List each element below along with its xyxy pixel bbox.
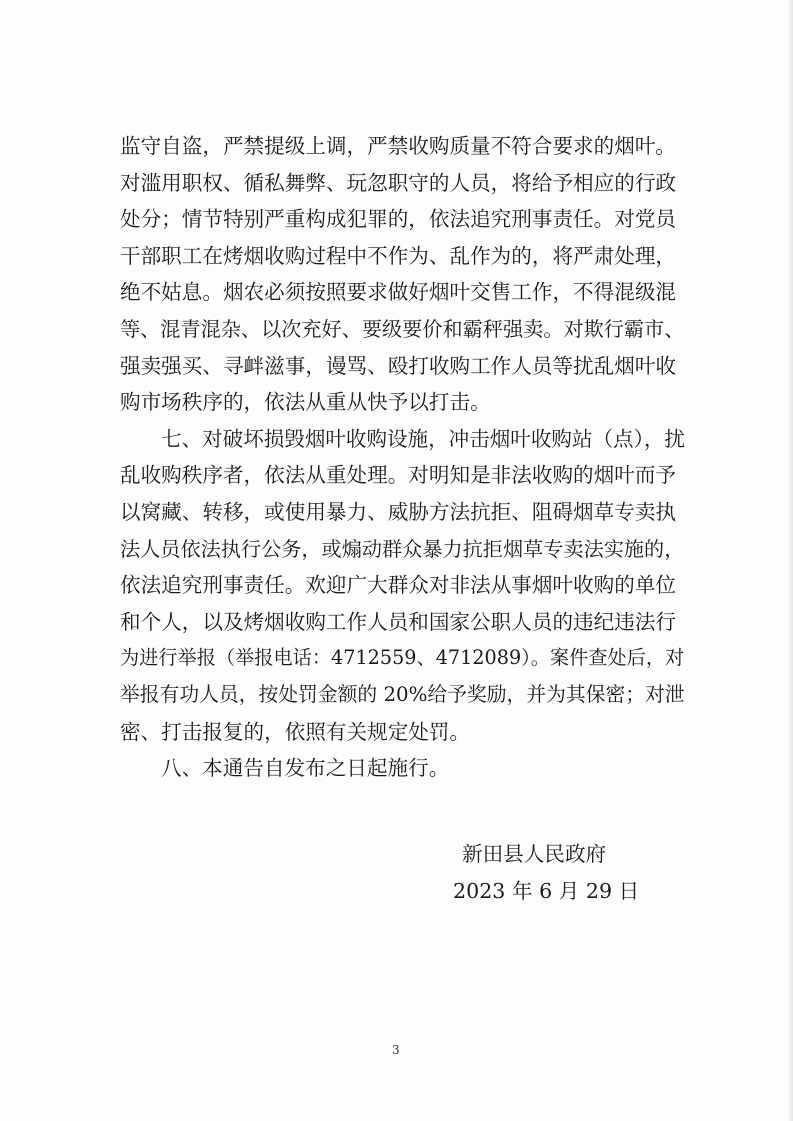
paragraph-7-first-line: 七、对破坏损毁烟叶收购设施，冲击烟叶收购站（点），扰 [161, 426, 685, 451]
text-line: 法人员依法执行公务，或煽动群众暴力抗拒烟草专卖法实施的， [120, 536, 685, 561]
text-line: 购市场秩序的，依法从重从快予以打击。 [120, 390, 491, 415]
text-line: 和个人，以及烤烟收购工作人员和国家公职人员的违纪违法行 [120, 609, 677, 634]
text-line: 以窝藏、转移，或使用暴力、威胁方法抗拒、阻碍烟草专卖执 [120, 499, 677, 524]
scan-edge-shadow [789, 0, 793, 1121]
text-line: 对滥用职权、循私舞弊、玩忽职守的人员，将给予相应的行政 [120, 170, 677, 195]
issuer-signature: 新田县人民政府 [462, 842, 607, 866]
text-line: 干部职工在烤烟收购过程中不作为、乱作为的，将严肃处理， [120, 243, 677, 268]
text-line: 绝不姑息。烟农必须按照要求做好烟叶交售工作，不得混级混 [120, 280, 677, 305]
text-line: 依法追究刑事责任。欢迎广大群众对非法从事烟叶收购的单位 [120, 573, 677, 598]
text-line: 举报有功人员，按处罚金额的 20%给予奖励，并为其保密；对泄 [120, 682, 685, 706]
issue-date: 2023 年 6 月 29 日 [453, 879, 640, 903]
text-line: 等、混青混杂、以次充好、要级要价和霸秤强卖。对欺行霸市、 [120, 316, 685, 341]
page-number: 3 [392, 1043, 400, 1057]
text-line: 强卖强买、寻衅滋事，谩骂、殴打收购工作人员等扰乱烟叶收 [120, 353, 677, 378]
text-line: 为进行举报（举报电话：4712559、4712089）。案件查处后，对 [120, 646, 685, 670]
text-line: 处分；情节特别严重构成犯罪的，依法追究刑事责任。对党员 [120, 207, 677, 232]
paragraph-8-line: 八、本通告自发布之日起施行。 [161, 756, 450, 781]
text-line: 密、打击报复的，依照有关规定处罚。 [120, 719, 471, 744]
document-body [120, 128, 685, 787]
text-line: 监守自盗，严禁提级上调，严禁收购质量不符合要求的烟叶。 [120, 134, 677, 158]
text-line: 乱收购秩序者，依法从重处理。对明知是非法收购的烟叶而予 [120, 463, 677, 488]
